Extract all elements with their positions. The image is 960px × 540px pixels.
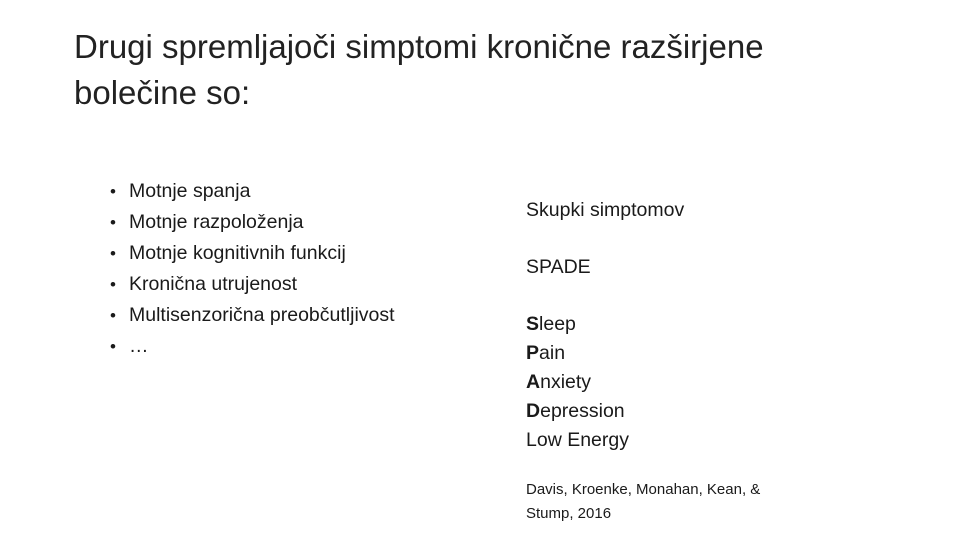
bullet-icon: • — [110, 306, 116, 325]
acronym-word-rest: nxiety — [540, 371, 592, 393]
citation: Davis, Kroenke, Monahan, Kean, & Stump, 2016 — [526, 481, 761, 522]
symptom-bullet-list — [110, 176, 490, 362]
acronym-word-rest: epression — [540, 400, 625, 422]
bullet-icon: • — [110, 337, 116, 356]
acronym-item — [526, 397, 906, 426]
list-item — [110, 269, 490, 300]
acronym-word-rest: ain — [539, 342, 566, 364]
acronym-letter: P — [526, 342, 540, 364]
list-item-text: Motnje razpoloženja — [129, 211, 304, 233]
acronym-item — [526, 426, 906, 455]
list-item-text: Motnje kognitivnih funkcij — [129, 242, 346, 264]
list-item-text: Motnje spanja — [129, 180, 251, 202]
acronym-item — [526, 339, 906, 368]
acronym-expansion-list — [526, 310, 906, 455]
cluster-heading: Skupki simptomov — [526, 199, 685, 221]
acronym-letter: A — [526, 371, 541, 393]
list-item — [110, 300, 490, 331]
list-item — [110, 331, 490, 362]
acronym-word-rest: Low Energy — [526, 429, 629, 451]
bullet-icon: • — [110, 213, 116, 232]
acronym-letter: D — [526, 400, 541, 422]
list-item-text: Kronična utrujenost — [129, 273, 298, 295]
list-item-text: Multisenzorična preobčutljivost — [129, 304, 395, 326]
bullet-icon: • — [110, 182, 116, 201]
acronym-item — [526, 310, 906, 339]
slide-title: Drugi spremljajoči simptomi kronične razširjene bolečine so: — [74, 28, 764, 111]
acronym-word-rest: leep — [539, 313, 576, 335]
bullet-icon: • — [110, 244, 116, 263]
list-item — [110, 207, 490, 238]
bullet-icon: • — [110, 275, 116, 294]
acronym-item — [526, 368, 906, 397]
list-item-text: … — [129, 335, 149, 357]
acronym-label: SPADE — [526, 256, 591, 278]
acronym-letter: S — [526, 313, 540, 335]
list-item — [110, 176, 490, 207]
list-item — [110, 238, 490, 269]
symptom-cluster-panel — [526, 196, 906, 526]
